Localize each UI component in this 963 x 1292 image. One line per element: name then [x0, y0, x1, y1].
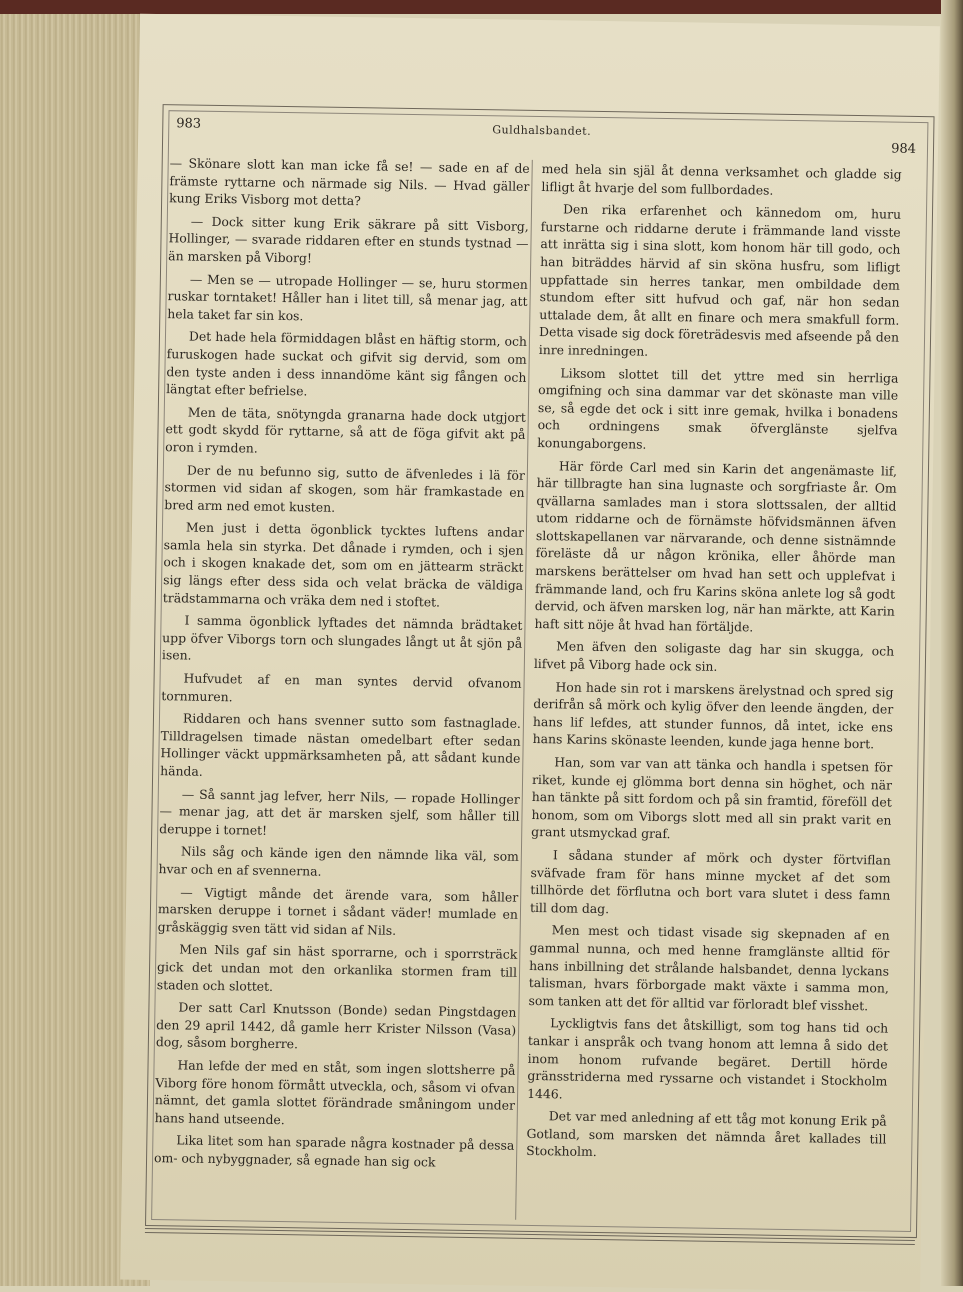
book-right-edge [941, 0, 963, 1286]
page-number-right: 984 [891, 141, 917, 157]
paragraph: Der satt Carl Knutsson (Bonde) sedan Pingstdagen den 29 april 1442, då gamle herr Krister Nilsson (Vasa) dog, såsom borgherre. [155, 999, 517, 1052]
paragraph: Lika litet som han sparade några kostnader på dessa om- och nybyggnader, så egnade han sig ock [153, 1132, 515, 1170]
paragraph: med hela sin själ åt denna verksamhet och gladde sig lifligt åt hvarje del som fullbordades. [541, 161, 902, 198]
paragraph: Der de nu befunno sig, sutto de äfvenledes i lä för stormen vid sidan af skogen, som här framkastade en bred arm ned emot kusten. [164, 462, 525, 515]
paragraph: Det hade hela förmiddagen blåst en häftig storm, och furuskogen hade suckat och gifvit sig dervid, som om den tyste anden i dess innandöme känt sig fången och längtat efter befrielse. [166, 328, 528, 399]
right-column [526, 160, 902, 1171]
paragraph: — Så sannt jag lefver, herr Nils, — ropade Hollinger — menar jag, att det är marsken sjelf, som håller till deruppe i tornet! [159, 786, 520, 838]
page-number-left: 983 [176, 116, 202, 132]
left-column [154, 154, 530, 1177]
paragraph: Riddaren och hans svenner sutto som fastnaglade. Tilldragelsen timade nästan omedelbart efter sedan Hollinger väckt uppmärksamheten på, att sådant kunde hända. [160, 710, 522, 779]
paragraph: Hufvudet af en man syntes dervid ofvanom tornmuren. [161, 670, 522, 704]
book-page [120, 14, 940, 1292]
paragraph: Det var med anledning af ett tåg mot konung Erik på Gotland, som marsken det nämnda året kallades till Stockholm. [526, 1108, 887, 1160]
paragraph: Men äfven den soligaste dag har sin skugga, och lifvet på Viborg hade ock sin. [533, 638, 895, 674]
paragraph: Men de täta, snötyngda granarna hade dock utgjort ett godt skydd för ryttarne, så att de föga gifvit akt på oron i rymden. [165, 404, 526, 456]
paragraph: — Skönare slott kan man icke få se! — sade en af de främste ryttarne och närmade sig Nils. — Hvad gäller kung Eriks Visborg mot detta? [169, 155, 530, 209]
paragraph: Men Nils gaf sin häst sporrarne, och i sporrsträck gick det undan mot den orkanlika stormen fram till staden och slottet. [156, 941, 518, 994]
paragraph: Lyckligtvis fans det åtskilligt, som tog hans tid och tankar i anspråk och tvang honom att lemna å sido det inom honom rufvande begäret. Dertill hörde gränsstriderna med ryssarne och vistandet i Stockholm 1446. [527, 1015, 889, 1102]
paragraph: Men just i detta ögonblick tycktes luftens andar samla hela sin styrka. Det dånade i rymden, och i sjen och i skogen knakade det, som om en jättearm sträckt sig längs efter dess sida och velat bräcka de väldiga trädstammarna och vräka dem ned i stoftet. [162, 519, 525, 610]
paragraph: — Men se — utropade Hollinger — se, huru stormen ruskar torntaket! Håller han i litet till, så menar jag, att hela taket far sin kos. [167, 271, 528, 324]
paragraph: Men mest och tidast visade sig skepnaden af en gammal nunna, och med henne framglänste alltid för hans inbillning det strålande halsbandet, denna lyckans talisman, hvars förborgade makt växte i samma mon, som tanken att det för alltid var förloradt blef visshet. [528, 922, 890, 1013]
paragraph: Nils såg och kände igen den nämnde lika väl, som hvar och en af svennerna. [158, 843, 519, 879]
book-spine-strip [0, 0, 963, 14]
paragraph: — Dock sitter kung Erik säkrare på sitt Visborg, Hollinger, — svarade riddaren efter en stunds tystnad — än marsken på Viborg! [168, 213, 529, 266]
paragraph: Han lefde der med en ståt, som ingen slottsherre på Viborg före honom förmått utveckla, och, såsom vi ofvan nämnt, det gamla slottet förändrade småningom under hans hand utseende. [154, 1057, 516, 1127]
running-title: Guldhalsbandet. [492, 123, 592, 138]
paragraph: — Vigtigt månde det ärende vara, som håller marsken deruppe i tornet i sådant väder! mumlade en gråskäggig sven tätt vid sidan af Nils. [157, 884, 519, 938]
paragraph: Här förde Carl med sin Karin det angenämaste lif, här tillbragte han sina lugnaste och sorgfriaste år. Om qvällarna samlades man i stora slottssalen, der alltid utom riddarne och de förnämste höfvidsmännen äfven slottskapellanen var närvarande, och denne sistnämnde föreläste då ur någon krönika, eller åhörde man marskens berättelser om hvad han sett och upplefvat i främmande land, och fru Karins sköna anlete log så godt dervid, och äfven marsken log, när han märkte, att Karin haft sitt nöje åt hvad han förtäljde. [534, 457, 898, 635]
paragraph: Hon hade sin rot i marskens ärelystnad och spred sig derifrån så mörk och kylig öfver den leende ängden, der hans lif lefdes, att stunder funnos, då intet, icke ens hans Karins skönaste leenden, kunde jaga henne bort. [532, 678, 894, 752]
paragraph: Han, som var van att tänka och handla i spetsen för riket, kunde ej glömma bort denna sin höghet, och när han tänkte på sitt fordom och på sin framtid, föreföll det honom, som om Viborgs slott med all sin prakt varit en grant utsmyckad graf. [531, 754, 893, 842]
paragraph: I sådana stunder af mörk och dyster förtviflan sväfvade fram för hans minne mycket af det som tillhörde det förflutna och bort vara slutet i dess famn till dom dag. [529, 847, 891, 916]
paragraph: I samma ögonblick lyftades det nämnda brädtaket upp öfver Viborgs torn och slungades långt ut åt sjön på isen. [161, 612, 523, 664]
paragraph: Liksom slottet till det yttre med sin herrliga omgifning och sina dammar var det skönaste man ville se, så egde det ock i sitt inre gemak, hvilka i bonadens och ordningens smak öfverglänste sjelfva konungaborgens. [537, 364, 899, 452]
paragraph: Den rika erfarenhet och kännedom om, huru furstarne och riddarne derute i främmande land visste att inrätta sig i sina slott, kom honom här till godo, och han biträddes härvid af sin sköna husfru, som lifligt uppfattade sin herres tankar, men ombildade dem stundom efter sitt hufvud och gaf, när hon sedan uttalade dem, åt allt en finare och mera smakfull form. Detta visade sig dock företrädesvis med afseende på den inre inredningen. [538, 201, 902, 359]
